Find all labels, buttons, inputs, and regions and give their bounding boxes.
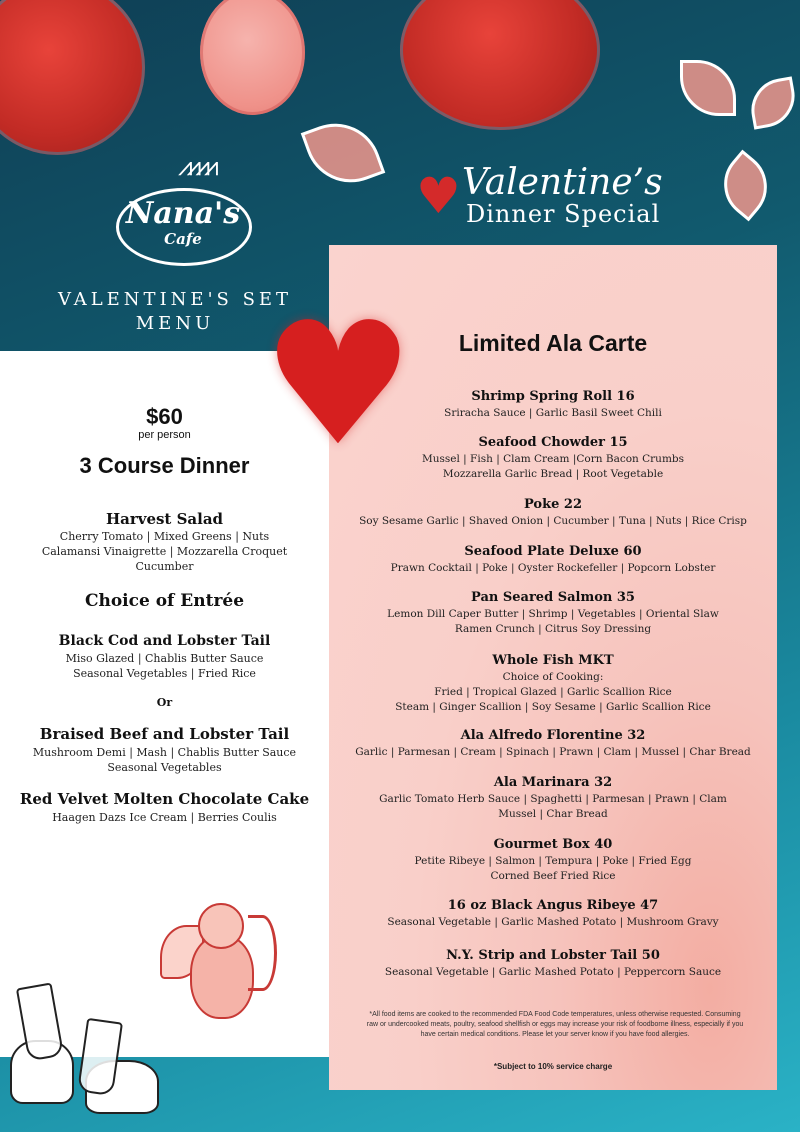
menu-item-name: Gourmet Box 40 [493,837,613,852]
starter-desc: Cherry Tomato | Mixed Greens | Nuts [59,530,270,543]
menu-item-desc: Garlic Tomato Herb Sauce | Spaghetti | Parmesan | Prawn | Clam [379,793,727,805]
menu-item-desc: Mussel | Fish | Clam Cream |Corn Bacon Crumbs [421,453,685,465]
or-separator: Or [156,696,173,709]
set-price: $60 [146,404,183,429]
menu-item-desc: Mozzarella Garlic Bread | Root Vegetable [442,468,664,480]
menu-item-name: Ala Alfredo Florentine 32 [460,728,646,743]
menu-item-name: N.Y. Strip and Lobster Tail 50 [446,948,660,963]
entree-name: Braised Beef and Lobster Tail [39,725,290,743]
menu-item-name: Seafood Plate Deluxe 60 [464,544,642,559]
menu-item-desc: Soy Sesame Garlic | Shaved Onion | Cucumber | Tuna | Nuts | Rice Crisp [359,515,747,527]
menu-item-desc: Prawn Cocktail | Poke | Oyster Rockefeller | Popcorn Lobster [390,562,716,574]
menu-item-desc: Seasonal Vegetable | Garlic Mashed Potato | Peppercorn Sauce [384,966,722,978]
pineapple-crown-icon: ⩘⩘⩘⩘ [178,152,213,182]
page-subtitle: Dinner Special [466,200,661,228]
menu-item-desc: Ramen Crunch | Citrus Soy Dressing [454,623,652,635]
heart-icon: ♥ [262,286,415,484]
menu-item-name: Poke 22 [524,497,582,512]
menu-item-desc: Mussel | Char Bread [498,808,608,820]
menu-item-name: Shrimp Spring Roll 16 [471,389,635,404]
menu-item-desc: Sriracha Sauce | Garlic Basil Sweet Chili [444,407,662,419]
ala-carte-title: Limited Ala Carte [458,330,648,356]
entree-heading: Choice of Entrée [84,591,245,611]
menu-item-desc: Petite Ribeye | Salmon | Tempura | Poke | Fried Egg [414,855,692,867]
cupid-illustration [160,895,280,1055]
menu-item-desc: Lemon Dill Caper Butter | Shrimp | Vegetables | Oriental Slaw [387,608,719,620]
starter-desc: Cucumber [135,560,194,573]
set-menu-title-line2: MENU [135,313,215,334]
disclaimer-text: *All food items are cooked to the recommended FDA Food Code temperatures, unless otherwise requested. Consuming raw or undercooked meats, poultry, seafood shellfish or eggs may increase your risk of foodborne illness, especially if you have certain medical conditions. Please let your server know if you have food allergies. [366,1011,744,1038]
menu-item-name: Pan Seared Salmon 35 [471,590,635,605]
menu-item-desc: Choice of Cooking: [502,671,604,683]
cupid-head [198,903,244,949]
service-charge-note: *Subject to 10% service charge [493,1062,613,1071]
page-title: Valentine’s [462,162,663,203]
bow-icon [248,915,277,991]
dessert-desc: Haagen Dazs Ice Cream | Berries Coulis [52,811,277,824]
price-unit: per person [138,429,191,441]
heart-icon: ♥ [416,167,461,225]
menu-item-name: Ala Marinara 32 [493,775,613,790]
menu-item-name: Whole Fish MKT [492,653,614,668]
menu-item-name: 16 oz Black Angus Ribeye 47 [447,898,659,913]
entree-desc: Seasonal Vegetables [107,761,222,774]
set-menu-title-line1: VALENTINE'S SET [57,289,293,310]
entree-desc: Miso Glazed | Chablis Butter Sauce [65,652,264,665]
starter-desc: Calamansi Vinaigrette | Mozzarella Croquet [41,545,288,558]
logo-name: Nana's [125,196,241,231]
menu-item-desc: Fried | Tropical Glazed | Garlic Scallion Rice [434,686,672,698]
starter-name: Harvest Salad [105,510,224,528]
logo-subtitle: Cafe [164,230,202,248]
entree-desc: Seasonal Vegetables | Fried Rice [73,667,256,680]
menu-item-name: Seafood Chowder 15 [478,435,628,450]
dessert-name: Red Velvet Molten Chocolate Cake [19,790,310,808]
menu-item-desc: Steam | Ginger Scallion | Soy Sesame | Garlic Scallion Rice [395,701,711,713]
menu-item-desc: Corned Beef Fried Rice [490,870,616,882]
menu-item-desc: Seasonal Vegetable | Garlic Mashed Potato | Mushroom Gravy [387,916,719,928]
menu-item-desc: Garlic | Parmesan | Cream | Spinach | Prawn | Clam | Mussel | Char Bread [355,746,751,758]
cafe-logo [108,152,258,265]
entree-name: Black Cod and Lobster Tail [58,633,271,649]
course-title: 3 Course Dinner [79,453,250,478]
entree-desc: Mushroom Demi | Mash | Chablis Butter Sauce [32,746,297,759]
